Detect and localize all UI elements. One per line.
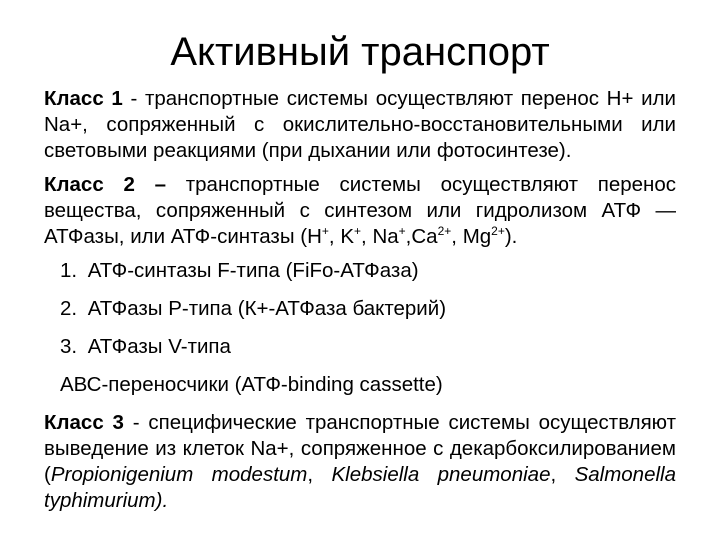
class1-label: Класс 1 <box>44 87 123 110</box>
class3-text-end: ). <box>155 489 169 512</box>
list-item-number: 1. <box>60 259 78 282</box>
ion-mg-charge: 2+ <box>491 224 505 239</box>
ion-h: Н <box>307 225 322 248</box>
ion-separator: , <box>405 225 412 248</box>
list-item-number: 3. <box>60 335 78 358</box>
list-item-text: АТФазы V-типа <box>87 335 231 358</box>
list-item <box>60 296 676 322</box>
ion-mg: Mg <box>462 225 492 248</box>
species-name: Propionigenium modestum <box>50 463 308 486</box>
class2-text-end: ). <box>504 225 518 248</box>
ion-k-charge: + <box>354 224 362 239</box>
ion-separator: , <box>328 225 341 248</box>
ion-na-charge: + <box>398 224 406 239</box>
class3-label: Класс 3 <box>44 411 124 434</box>
class2-text: транспортные системы осуществляют перенос вещества, сопряженный с синтезом или гидролизом АТФ — АТФазы, или АТФ-синтазы ( <box>44 173 676 248</box>
ion-na: Na <box>372 225 399 248</box>
ion-k: K <box>340 225 355 248</box>
list-item-number: 2. <box>60 297 78 320</box>
species-name: Klebsiella pneumoniae <box>331 463 551 486</box>
ion-ca: Ca <box>411 225 438 248</box>
class2-label: Класс 2 – <box>44 173 167 196</box>
list-item-text: АВС-переносчики (АТФ-binding cassette) <box>60 373 443 396</box>
list-item-text: АТФ-синтазы F-типа (FiFo-АТФаза) <box>87 259 419 282</box>
species-separator: , <box>550 463 575 486</box>
slide-title: Активный транспорт <box>170 30 550 74</box>
ion-h-charge: + <box>321 224 329 239</box>
species-name: Salmonella typhimurium <box>44 463 676 512</box>
ion-separator: , <box>451 225 463 248</box>
class1-text: - транспортные системы осуществляют перенос Н+ или Na+, сопряженный с окислительно-восстановительными или световыми реакциями (при дыхании или фотосинтезе). <box>44 87 676 162</box>
list-item <box>60 258 676 284</box>
list-item <box>60 372 676 398</box>
ion-ca-charge: 2+ <box>437 224 452 239</box>
ion-separator: , <box>361 225 373 248</box>
class2-paragraph <box>44 172 676 250</box>
class1-paragraph <box>44 86 676 164</box>
species-separator: , <box>307 463 332 486</box>
class3-text: - специфические транспортные системы осуществляют выведение из клеток Na+, сопряженное с декарбоксилированием ( <box>44 411 676 486</box>
list-item <box>60 334 676 360</box>
class3-paragraph <box>44 410 676 514</box>
list-item-text: АТФазы Р-типа (К+-АТФаза бактерий) <box>87 297 447 320</box>
slide-content <box>44 86 676 522</box>
